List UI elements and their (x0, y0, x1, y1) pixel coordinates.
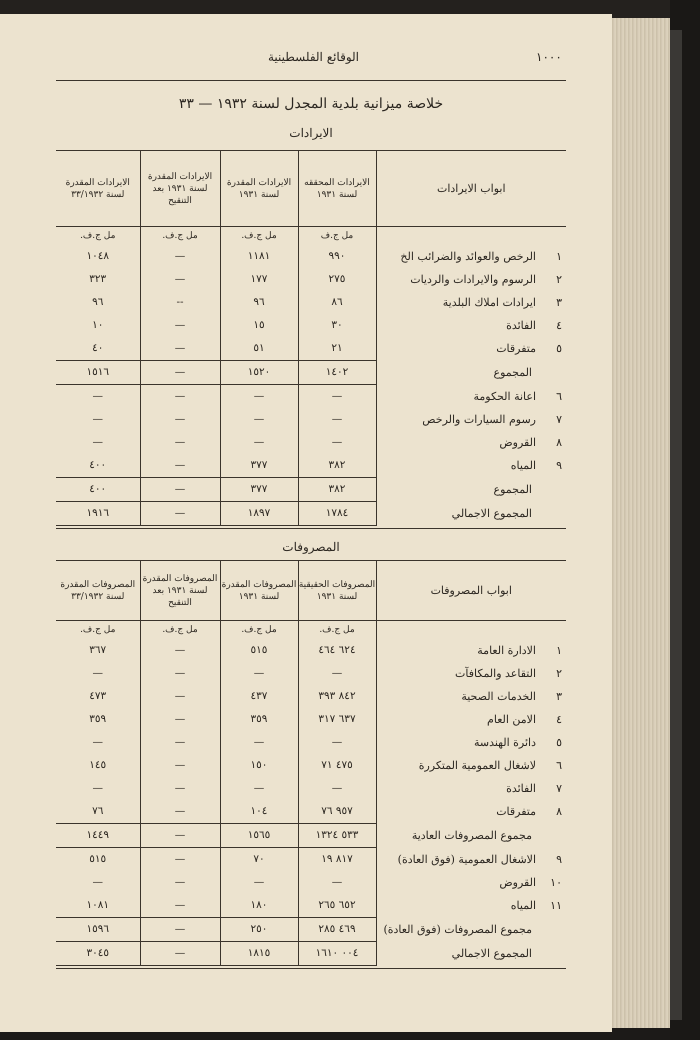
item-label: متفرقات (496, 342, 536, 356)
item-label: المجموع الاجمالي (451, 507, 532, 520)
value-cell: ١٨٠ (220, 894, 298, 918)
value-cell: — (140, 685, 220, 708)
row-label-cell (376, 245, 566, 268)
unit-label: مل ج.ف. (220, 227, 298, 246)
value-cell: — (56, 431, 140, 454)
value-cell: ٧٠ (220, 848, 298, 872)
item-label: اعانة الحكومة (473, 389, 536, 403)
value-cell: ٠٠٤ ١٦١٠ (298, 942, 376, 966)
item-number: ٣ (556, 296, 562, 309)
item-label: الرسوم والايرادات والرديات (410, 273, 536, 286)
unit-label: مل ج.ف (298, 227, 376, 246)
unit-row (56, 621, 566, 640)
value-cell: ١٧٧ (220, 268, 298, 291)
value-cell: ٤٧٥ ٧١ (298, 754, 376, 777)
item-label: الاشغال العمومية (فوق العادة) (397, 852, 536, 866)
item-number: ٧ (556, 413, 562, 426)
unit-label: مل ج.ف. (298, 621, 376, 640)
value-cell: — (140, 824, 220, 848)
item-number: ١ (556, 644, 562, 657)
value-cell: ٨٤٢ ٣٩٣ (298, 685, 376, 708)
item-number: ٩ (556, 852, 562, 866)
value-cell: — (220, 408, 298, 431)
item-number: ١٠ (550, 876, 562, 889)
item-label: مجموع المصروفات العادية (411, 829, 532, 842)
table-row (56, 385, 566, 409)
item-number: ٢ (556, 273, 562, 286)
row-label-cell (376, 942, 566, 966)
budget-title: خلاصة ميزانية بلدية المجدل لسنة ١٩٣٢ — ٣٣ (178, 96, 444, 112)
row-label-cell (376, 639, 566, 662)
table-row (56, 685, 566, 708)
row-label-cell (376, 731, 566, 754)
value-cell: ٣٥٩ (56, 708, 140, 731)
item-number: ٢ (556, 667, 562, 680)
table-row (56, 268, 566, 291)
value-cell: ٩٩٠ (298, 245, 376, 268)
value-cell: ٨١٧ ١٩ (298, 848, 376, 872)
section-divider (56, 528, 566, 529)
row-label-cell (376, 291, 566, 314)
value-cell: — (140, 754, 220, 777)
total-row (56, 942, 566, 966)
value-cell: ٣٨٢ (298, 478, 376, 502)
value-cell: — (56, 777, 140, 800)
value-cell: ١٩١٦ (56, 502, 140, 526)
expenditure-header-revised-1931: المصروفات المقدرة لسنة ١٩٣١ بعد التنقيح (140, 561, 220, 621)
value-cell: -- (140, 291, 220, 314)
item-label: التقاعد والمكافآت (455, 667, 536, 680)
value-cell: — (220, 731, 298, 754)
item-label: متفرقات (496, 805, 536, 819)
value-cell: — (140, 639, 220, 662)
unit-label: مل ج.ف. (140, 621, 220, 640)
value-cell: ١٨١٥ (220, 942, 298, 966)
revenue-header-actual-1931: الايرادات المحققه لسنة ١٩٣١ (298, 151, 376, 227)
item-number: ١١ (550, 899, 562, 913)
total-row (56, 918, 566, 942)
item-label: الفائدة (506, 782, 536, 795)
gazette-title: الوقائع الفلسطينية (268, 50, 360, 64)
value-cell: ٩٦ (220, 291, 298, 314)
value-cell: ١١٨١ (220, 245, 298, 268)
item-label: الفائدة (506, 319, 536, 332)
table-row (56, 314, 566, 337)
item-label: الامن العام (487, 713, 536, 726)
value-cell: ١٥ (220, 314, 298, 337)
table-row (56, 777, 566, 800)
row-label-cell (376, 385, 566, 409)
table-row (56, 408, 566, 431)
value-cell: ٣٢٣ (56, 268, 140, 291)
table-row (56, 337, 566, 361)
item-label: المياه (510, 459, 536, 473)
row-label-cell (376, 502, 566, 526)
item-number: ٦ (556, 389, 562, 403)
item-label: ايرادات املاك البلدية (442, 296, 536, 309)
table-row (56, 848, 566, 872)
value-cell: — (140, 314, 220, 337)
table-row (56, 754, 566, 777)
value-cell: — (220, 871, 298, 894)
table-row (56, 639, 566, 662)
table-row (56, 662, 566, 685)
row-label-cell (376, 894, 566, 918)
item-label: الخدمات الصحية (461, 690, 536, 703)
item-label: المجموع الاجمالي (451, 947, 532, 960)
item-label: الرخص والعوائد والضرائب الخ (400, 250, 536, 263)
item-label: دائرة الهندسة (473, 736, 536, 749)
value-cell: — (298, 871, 376, 894)
row-label-cell (376, 478, 566, 502)
table-row (56, 871, 566, 894)
value-cell: — (140, 708, 220, 731)
value-cell: — (140, 385, 220, 409)
value-cell: ١٥٠ (220, 754, 298, 777)
total-row (56, 361, 566, 385)
book-page-edges (612, 18, 670, 1028)
row-label-cell (376, 454, 566, 478)
expenditure-header-estimated-1931: المصروفات المقدرة لسنة ١٩٣١ (220, 561, 298, 621)
value-cell: ٣٧٧ (220, 478, 298, 502)
value-cell: — (56, 731, 140, 754)
value-cell: ٣٠٤٥ (56, 942, 140, 966)
row-label-cell (376, 431, 566, 454)
value-cell: ١٠٤٨ (56, 245, 140, 268)
table-row (56, 800, 566, 824)
value-cell: — (140, 502, 220, 526)
value-cell: ٣٦٧ (56, 639, 140, 662)
value-cell: — (140, 431, 220, 454)
value-cell: ٦٣٧ ٣١٧ (298, 708, 376, 731)
row-label-cell (376, 314, 566, 337)
item-label: لاشغال العمومية المتكررة (418, 759, 536, 772)
value-cell: — (220, 385, 298, 409)
row-label-cell (376, 662, 566, 685)
value-cell: ٤٠٠ (56, 454, 140, 478)
value-cell: ٨٦ (298, 291, 376, 314)
expenditure-section-title: المصروفات (282, 540, 340, 554)
value-cell: — (298, 408, 376, 431)
value-cell: ٤٦٩ ٢٨٥ (298, 918, 376, 942)
item-number: ٨ (556, 436, 562, 449)
revenue-header-estimated-1931: الايرادات المقدرة لسنة ١٩٣١ (220, 151, 298, 227)
value-cell: — (220, 431, 298, 454)
book-cover-edge (670, 30, 682, 1020)
value-cell: — (140, 894, 220, 918)
row-label-cell (376, 777, 566, 800)
total-row (56, 502, 566, 526)
revenue-section-title: الايرادات (289, 126, 333, 140)
item-label: القروض (499, 436, 536, 449)
value-cell: ٤٧٣ (56, 685, 140, 708)
item-label: رسوم السيارات والرخص (422, 413, 536, 426)
value-cell: ٢٥٠ (220, 918, 298, 942)
item-label: المياه (510, 899, 536, 913)
value-cell: — (56, 408, 140, 431)
row-label-cell (376, 871, 566, 894)
row-label-cell (376, 337, 566, 361)
unit-label: مل ج.ف. (56, 621, 140, 640)
value-cell: — (220, 662, 298, 685)
value-cell: — (140, 942, 220, 966)
value-cell: ٦٢٤ ٤٦٤ (298, 639, 376, 662)
value-cell: — (140, 478, 220, 502)
value-cell: — (220, 777, 298, 800)
expenditure-header-items: ابواب المصروفات (376, 561, 566, 621)
total-row (56, 478, 566, 502)
value-cell: — (56, 871, 140, 894)
row-label-cell (376, 685, 566, 708)
expenditure-header-actual-1931: المصروفات الحقيقية لسنة ١٩٣١ (298, 561, 376, 621)
value-cell: — (140, 777, 220, 800)
value-cell: — (140, 337, 220, 361)
value-cell: ٧٦ (56, 800, 140, 824)
value-cell: — (298, 662, 376, 685)
row-label-cell (376, 918, 566, 942)
value-cell: ٣٧٧ (220, 454, 298, 478)
value-cell: — (140, 361, 220, 385)
row-label-cell (376, 361, 566, 385)
item-label: المجموع (493, 483, 532, 496)
row-label-cell (376, 268, 566, 291)
table-row (56, 454, 566, 478)
value-cell: — (140, 731, 220, 754)
value-cell: ٣٨٢ (298, 454, 376, 478)
value-cell: ١٤٤٩ (56, 824, 140, 848)
unit-label: مل ج.ف. (220, 621, 298, 640)
value-cell: ١٠٨١ (56, 894, 140, 918)
value-cell: — (298, 431, 376, 454)
row-label-cell (376, 824, 566, 848)
table-row (56, 245, 566, 268)
value-cell: ٢٧٥ (298, 268, 376, 291)
value-cell: ٦٥٢ ٢٦٥ (298, 894, 376, 918)
value-cell: ٥١٥ (56, 848, 140, 872)
value-cell: ٢١ (298, 337, 376, 361)
value-cell: ٥٣٣ ١٣٢٤ (298, 824, 376, 848)
table-row (56, 291, 566, 314)
row-label-cell (376, 848, 566, 872)
item-number: ٦ (556, 759, 562, 772)
value-cell: — (140, 454, 220, 478)
value-cell: ٣٠ (298, 314, 376, 337)
total-row (56, 824, 566, 848)
value-cell: — (298, 385, 376, 409)
value-cell: ٤٠٠ (56, 478, 140, 502)
table-bottom-rule (56, 968, 566, 969)
item-label: الادارة العامة (477, 644, 536, 657)
value-cell: — (140, 800, 220, 824)
unit-row (56, 227, 566, 246)
value-cell: — (140, 871, 220, 894)
value-cell: ٥١٥ (220, 639, 298, 662)
value-cell: — (56, 662, 140, 685)
header-rule (56, 80, 566, 81)
item-number: ٩ (556, 459, 562, 473)
value-cell: ١٨٩٧ (220, 502, 298, 526)
expenditure-table (56, 560, 566, 966)
value-cell: ١٤٠٢ (298, 361, 376, 385)
item-label: القروض (499, 876, 536, 889)
value-cell: — (56, 385, 140, 409)
item-number: ٤ (556, 713, 562, 726)
item-label: المجموع (493, 366, 532, 379)
value-cell: — (140, 918, 220, 942)
revenue-header-revised-1931: الايرادات المقدرة لسنة ١٩٣١ بعد التنقيح (140, 151, 220, 227)
item-number: ٧ (556, 782, 562, 795)
value-cell: — (140, 408, 220, 431)
value-cell: ١٥٩٦ (56, 918, 140, 942)
item-number: ٨ (556, 805, 562, 819)
revenue-header-estimated-1932-33: الايرادات المقدرة لسنة ٣٣/١٩٣٢ (56, 151, 140, 227)
item-number: ٥ (556, 736, 562, 749)
revenue-header-items: ابواب الايرادات (376, 151, 566, 227)
item-label: مجموع المصروفات (فوق العادة) (383, 923, 532, 936)
table-row (56, 708, 566, 731)
row-label-cell (376, 708, 566, 731)
value-cell: ٥١ (220, 337, 298, 361)
row-label-cell (376, 800, 566, 824)
value-cell: ١٠٤ (220, 800, 298, 824)
unit-label: مل ج.ف. (56, 227, 140, 246)
value-cell: ١٤٥ (56, 754, 140, 777)
item-number: ٤ (556, 319, 562, 332)
value-cell: ٩٥٧ ٧٦ (298, 800, 376, 824)
page-number: ١٠٠٠ (536, 50, 562, 64)
table-row (56, 431, 566, 454)
value-cell: ١٥٢٠ (220, 361, 298, 385)
unit-label: مل ج.ف. (140, 227, 220, 246)
value-cell: — (298, 777, 376, 800)
value-cell: ٤٣٧ (220, 685, 298, 708)
value-cell: ١٠ (56, 314, 140, 337)
value-cell: — (140, 848, 220, 872)
table-row (56, 894, 566, 918)
item-number: ١ (556, 250, 562, 263)
value-cell: ١٧٨٤ (298, 502, 376, 526)
row-label-cell (376, 408, 566, 431)
table-row (56, 731, 566, 754)
item-number: ٣ (556, 690, 562, 703)
item-number: ٥ (556, 342, 562, 356)
value-cell: — (140, 268, 220, 291)
value-cell: — (140, 662, 220, 685)
value-cell: ٩٦ (56, 291, 140, 314)
value-cell: ٤٠ (56, 337, 140, 361)
row-label-cell (376, 754, 566, 777)
value-cell: — (140, 245, 220, 268)
revenue-table (56, 150, 566, 526)
value-cell: ١٥١٦ (56, 361, 140, 385)
value-cell: ١٥٦٥ (220, 824, 298, 848)
expenditure-header-estimated-1932-33: المصروفات المقدرة لسنة ٣٣/١٩٣٢ (56, 561, 140, 621)
value-cell: — (298, 731, 376, 754)
value-cell: ٣٥٩ (220, 708, 298, 731)
